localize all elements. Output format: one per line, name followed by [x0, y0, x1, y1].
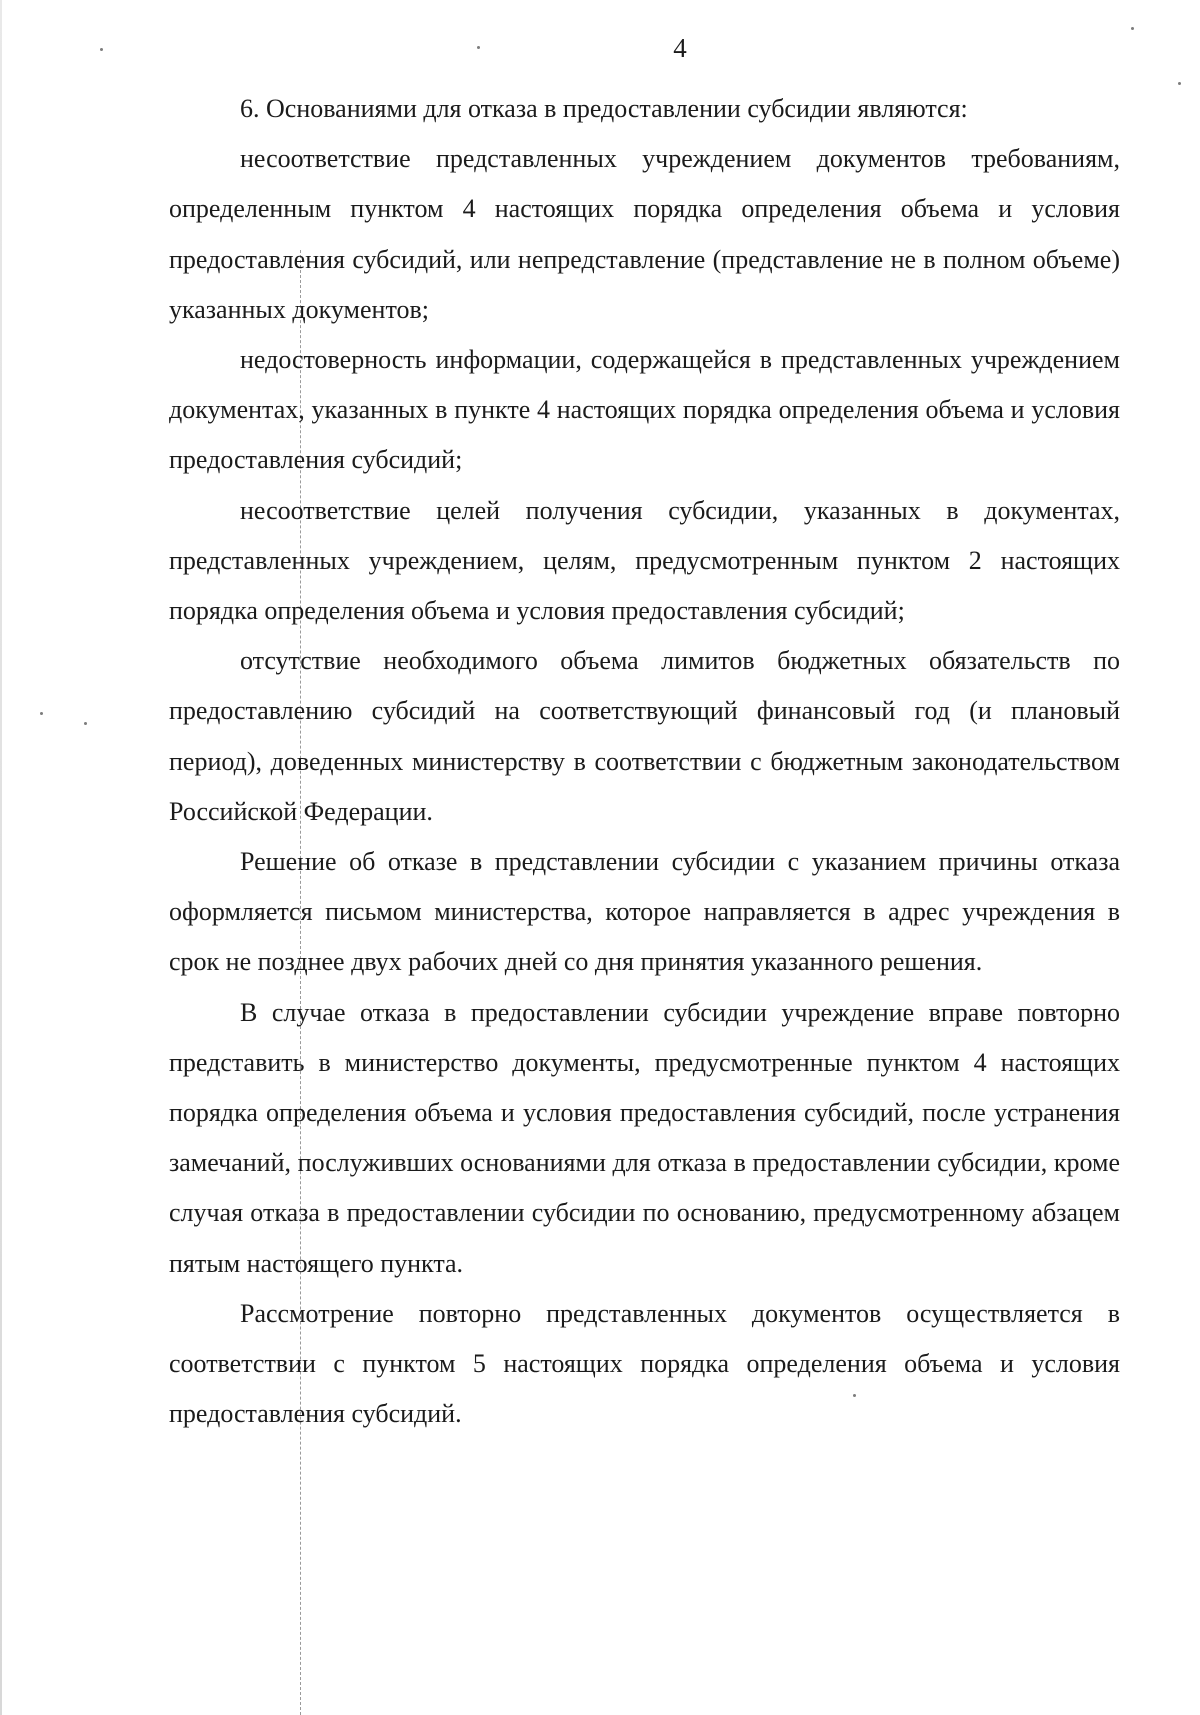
- scan-speck: [84, 722, 87, 725]
- paragraph-refusal-decision: Решение об отказе в представлении субсидии с указанием причины отказа оформляется письмом министерства, которое направляется в адрес учреждения в срок не позднее двух рабочих дней со дня принятия указанного решения.: [169, 847, 1120, 977]
- scan-edge: [0, 0, 2, 1715]
- scan-speck: [40, 712, 43, 715]
- paragraph-unreliable-information: недостоверность информации, содержащейся в представленных учреждением документах, указанных в пункте 4 настоящих порядка определения объема и условия предоставления субсидий;: [169, 345, 1120, 475]
- paragraph-resubmission: В случае отказа в предоставлении субсидии учреждение вправе повторно представить в министерство документы, предусмотренные пунктом 4 настоящих порядка определения объема и условия предоставления субсидий, после устранения замечаний, послуживших основаниями для отказа в предоставлении субсидии, кроме случая отказа в предоставлении субсидии по основанию, предусмотренному абзацем пятым настоящего пункта.: [169, 997, 1120, 1278]
- page-number: 4: [673, 33, 687, 63]
- scan-speck: [1178, 82, 1181, 85]
- document-body: [169, 84, 1120, 1439]
- paragraph-resubmission-review: Рассмотрение повторно представленных документов осуществляется в соответствии с пунктом 5 настоящих порядка определения объема и условия предоставления субсидий.: [169, 1298, 1120, 1429]
- paragraph-document-mismatch: несоответствие представленных учреждением документов требованиям, определенным пунктом 4 настоящих порядка определения объема и условия предоставления субсидий, или непредставление (представление не в полном объеме) указанных документов;: [169, 144, 1120, 324]
- paragraph-budget-limits: отсутствие необходимого объема лимитов бюджетных обязательств по предоставлению субсидий на соответствующий финансовый год (и плановый период), доведенных министерству в соответствии с бюджетным законодательством Российской Федерации.: [169, 646, 1120, 826]
- paragraph-refusal-grounds-heading: 6. Основаниями для отказа в предоставлении субсидии являются:: [240, 94, 968, 123]
- paragraph-purpose-mismatch: несоответствие целей получения субсидии, указанных в документах, представленных учреждением, целям, предусмотренным пунктом 2 настоящих порядка определения объема и условия предоставления субсидий;: [169, 495, 1120, 626]
